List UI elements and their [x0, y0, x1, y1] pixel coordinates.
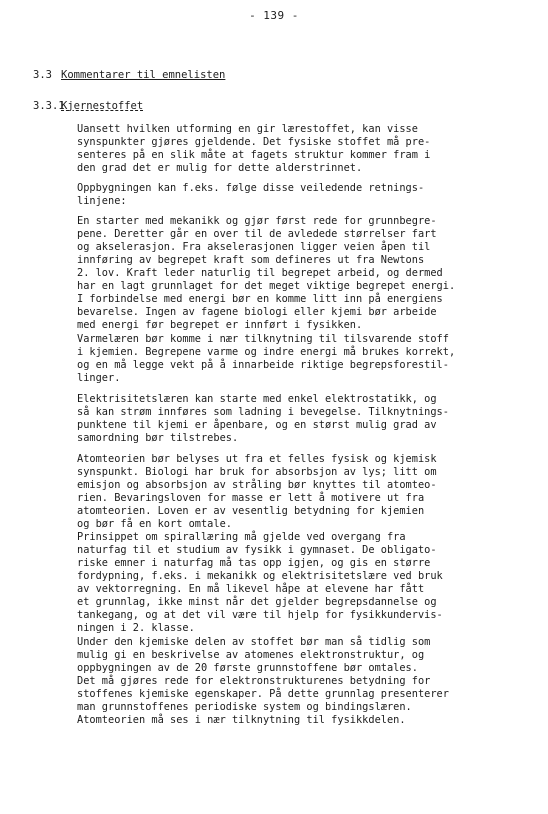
text-line: rien. Bevaringsloven for masse er lett å motivere ut fra [77, 492, 425, 504]
paragraph-atomic-theory [77, 453, 517, 531]
text-line: et grunnlag, ikke minst når det gjelder begrepsdannelse og [77, 596, 437, 608]
text-line: i kjemien. Begrepene varme og indre energi må brukes korrekt, [77, 346, 456, 358]
text-line: Oppbygningen kan f.eks. følge disse veiledende retnings- [77, 182, 425, 194]
text-line: fordypning, f.eks. i mekanikk og elektrisitetslære ved bruk [77, 570, 443, 582]
text-line: og bør få en kort omtale. [77, 518, 232, 530]
text-line: den grad det er mulig for dette alderstrinnet. [77, 162, 363, 174]
paragraph-spiral-learning [77, 531, 517, 635]
text-line: bevarelse. Ingen av fagene biologi eller kjemi bør arbeide [77, 306, 437, 318]
subsection-heading [33, 100, 143, 112]
text-line: med energi før begrepet er innført i fysikken. [77, 319, 363, 331]
page-number: - 139 - [249, 9, 299, 22]
paragraph-intro [77, 123, 517, 175]
text-line: 2. lov. Kraft leder naturlig til begrepet arbeid, og dermed [77, 267, 443, 279]
text-line: I forbindelse med energi bør en komme litt inn på energiens [77, 293, 443, 305]
text-line: av vektorregning. En må likevel håpe at elevene har fått [77, 583, 425, 595]
text-line: synspunkt. Biologi har bruk for absorbsjon av lys; litt om [77, 466, 437, 478]
text-line: punktene til kjemi er åpenbare, og en størst mulig grad av [77, 419, 437, 431]
text-line: samordning bør tilstrebes. [77, 432, 239, 444]
section-title: Kommentarer til emnelisten [61, 69, 226, 81]
text-line: Elektrisitetslæren kan starte med enkel elektrostatikk, og [77, 393, 437, 405]
text-line: og en må legge vekt på å innarbeide riktige begrepsforestil- [77, 359, 449, 371]
text-line: innføring av begrepet kraft som defineres ut fra Newtons [77, 254, 425, 266]
text-line: Varmelæren bør komme i nær tilknytning til tilsvarende stoff [77, 333, 449, 345]
text-line: man grunnstoffenes periodiske system og bindingslæren. [77, 701, 412, 713]
text-line: Under den kjemiske delen av stoffet bør man så tidlig som [77, 636, 431, 648]
text-line: En starter med mekanikk og gjør først rede for grunnbegre- [77, 215, 437, 227]
text-line: riske emner i naturfag må tas opp igjen, og gis en større [77, 557, 431, 569]
paragraph-heat [77, 333, 517, 385]
text-line: Atomteorien må ses i nær tilknytning til fysikkdelen. [77, 714, 406, 726]
text-line: så kan strøm innføres som ladning i bevegelse. Tilknytnings- [77, 406, 449, 418]
text-line: synspunkter gjøres gjeldende. Det fysiske stoffet må pre- [77, 136, 431, 148]
text-line: oppbygningen av de 20 første grunnstoffene bør omtales. [77, 662, 418, 674]
text-line: Prinsippet om spirallæring må gjelde ved overgang fra [77, 531, 406, 543]
paragraph-chemistry [77, 636, 517, 727]
text-line: Atomteorien bør belyses ut fra et felles fysisk og kjemisk [77, 453, 437, 465]
text-line: atomteorien. Loven er av vesentlig betydning for kjemien [77, 505, 425, 517]
paragraph-electricity [77, 393, 517, 445]
text-line: naturfag til et studium av fysikk i gymnaset. De obligato- [77, 544, 437, 556]
text-line: linjene: [77, 195, 127, 207]
text-line: har en lagt grunnlaget for det meget viktige begrepet energi. [77, 280, 456, 292]
text-line: tankegang, og at det vil være til hjelp for fysikkundervis- [77, 609, 443, 621]
text-line: Uansett hvilken utforming en gir lærestoffet, kan visse [77, 123, 418, 135]
text-line: pene. Deretter går en over til de avledede størrelser fart [77, 228, 437, 240]
subsection-title: Kjernestoffet [61, 100, 144, 112]
subsection-number: 3.3.1 [33, 100, 65, 112]
text-line: mulig gi en beskrivelse av atomenes elektronstruktur, og [77, 649, 425, 661]
paragraph-mechanics [77, 215, 517, 332]
section-heading [33, 69, 225, 81]
paragraph-structure [77, 182, 517, 208]
text-line: linger. [77, 372, 121, 384]
text-line: stoffenes kjemiske egenskaper. På dette grunnlag presenterer [77, 688, 449, 700]
text-line: emisjon og absorbsjon av stråling bør knyttes til atomteo- [77, 479, 437, 491]
text-line: senteres på en slik måte at fagets struktur kommer fram i [77, 149, 431, 161]
text-line: ningen i 2. klasse. [77, 622, 195, 634]
section-number: 3.3 [33, 69, 52, 81]
text-line: Det må gjøres rede for elektronstrukturenes betydning for [77, 675, 431, 687]
text-line: og akselerasjon. Fra akselerasjonen ligger veien åpen til [77, 241, 431, 253]
